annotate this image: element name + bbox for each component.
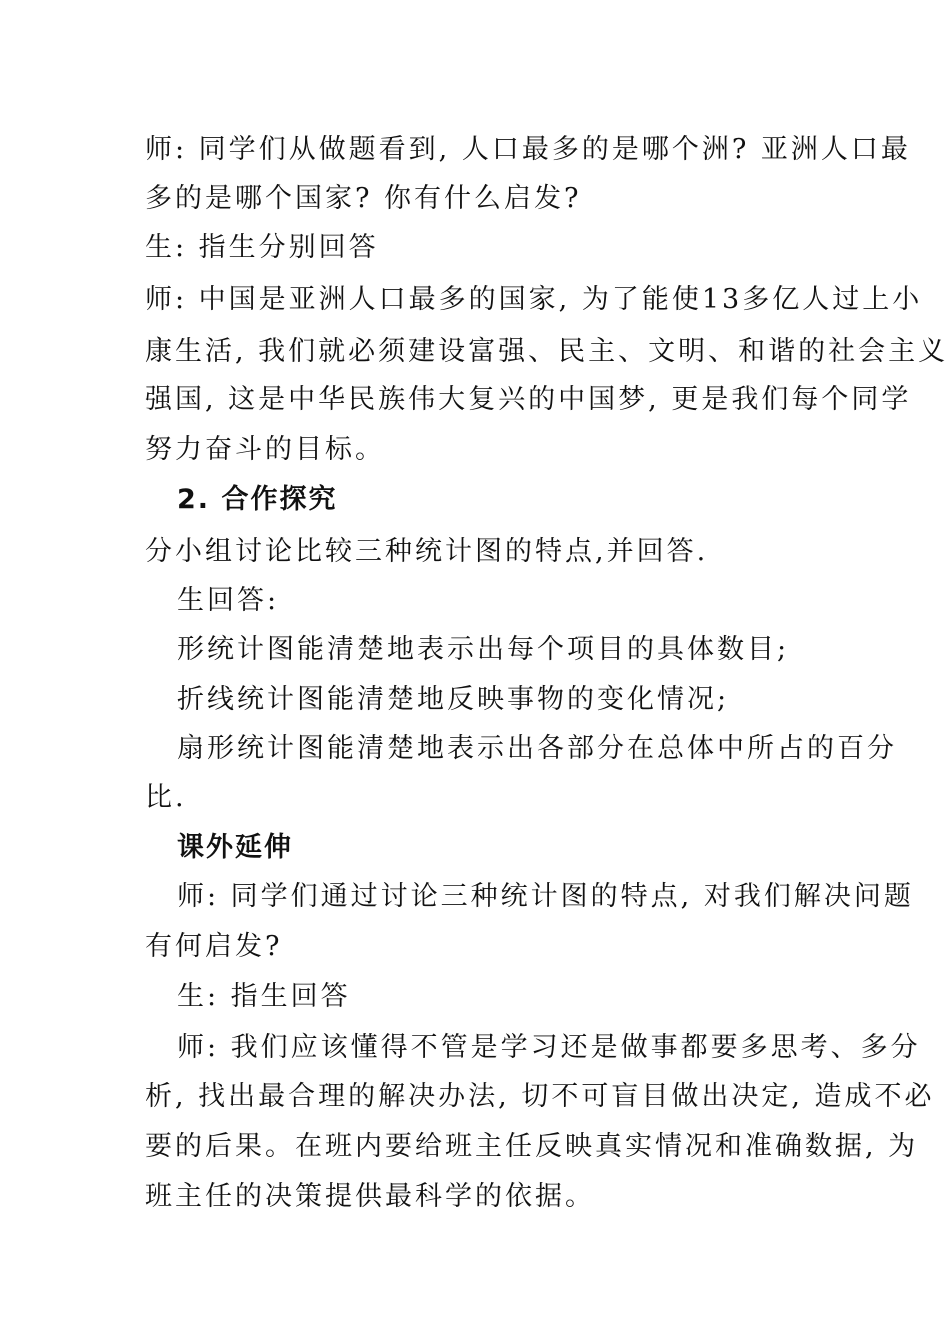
paragraph-line: 要的后果。在班内要给班主任反映真实情况和准确数据, 为: [145, 1131, 919, 1162]
paragraph-line: 比.: [145, 782, 187, 813]
paragraph-line: 多的是哪个国家? 你有什么启发?: [145, 183, 582, 214]
paragraph-line: 师: 同学们从做题看到, 人口最多的是哪个洲? 亚洲人口最: [145, 134, 911, 165]
paragraph-line: 师: 中国是亚洲人口最多的国家, 为了能使13多亿人过上小: [145, 284, 923, 315]
paragraph-line: 师: 我们应该懂得不管是学习还是做事都要多思考、多分: [177, 1032, 921, 1063]
paragraph-line: 努力奋斗的目标。: [145, 434, 385, 465]
section-heading: 2. 合作探究: [177, 484, 338, 515]
paragraph-line: 有何启发?: [145, 931, 283, 962]
paragraph-line: 析, 找出最合理的解决办法, 切不可盲目做出决定, 造成不必: [145, 1081, 935, 1112]
paragraph-line: 扇形统计图能清楚地表示出各部分在总体中所占的百分: [177, 733, 897, 764]
paragraph-line: 班主任的决策提供最科学的依据。: [145, 1181, 595, 1212]
paragraph-line: 生回答:: [177, 585, 280, 616]
paragraph-line: 形统计图能清楚地表示出每个项目的具体数目;: [177, 634, 790, 665]
paragraph-line: 强国, 这是中华民族伟大复兴的中国梦, 更是我们每个同学: [145, 384, 912, 415]
paragraph-line: 生: 指生分别回答: [145, 232, 379, 263]
section-heading: 课外延伸: [177, 832, 293, 863]
paragraph-line: 生: 指生回答: [177, 981, 351, 1012]
paragraph-line: 折线统计图能清楚地反映事物的变化情况;: [177, 684, 730, 715]
paragraph-line: 康生活, 我们就必须建设富强、民主、文明、和谐的社会主义: [145, 336, 949, 367]
paragraph-line: 师: 同学们通过讨论三种统计图的特点, 对我们解决问题: [177, 881, 914, 912]
paragraph-line: 分小组讨论比较三种统计图的特点,并回答.: [145, 536, 709, 567]
